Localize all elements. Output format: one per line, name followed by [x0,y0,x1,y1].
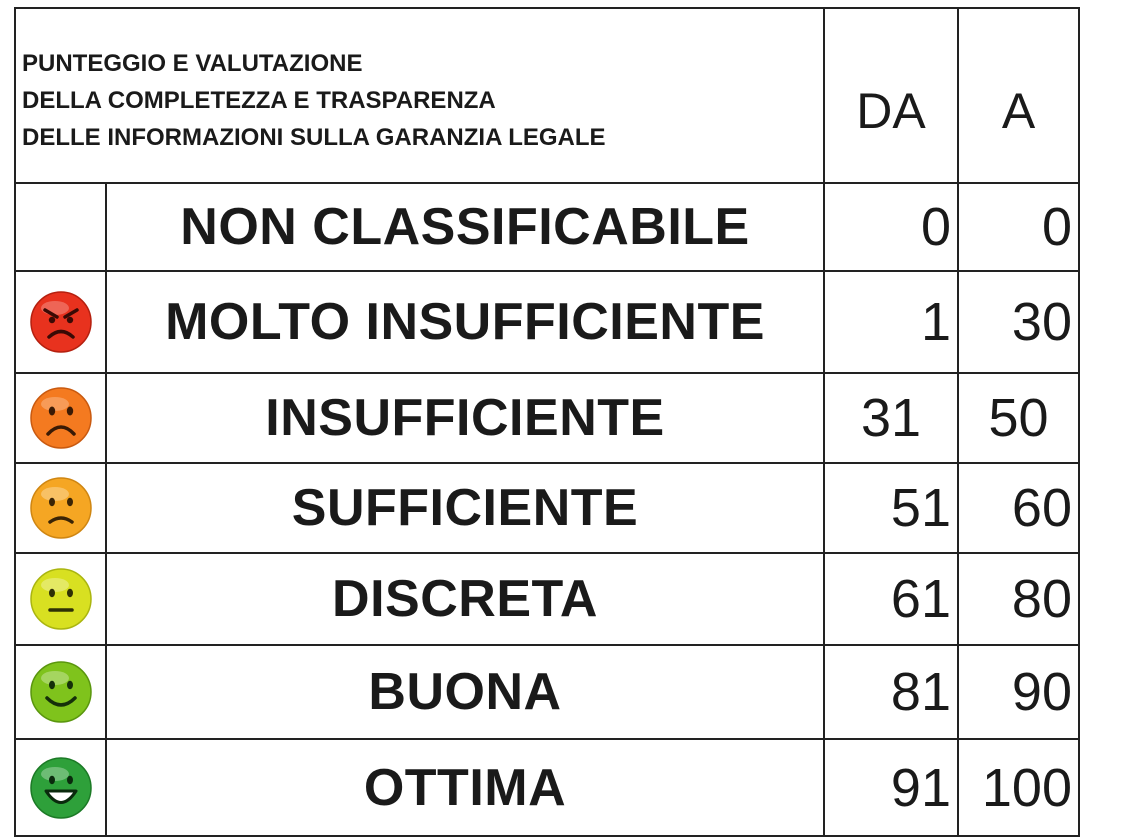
score-to: 30 [958,271,1079,373]
column-header-from: DA [824,8,958,183]
table-row [15,271,1079,373]
slight-frown-face-icon [29,476,93,540]
score-from: 51 [824,463,958,553]
grin-face-icon [29,756,93,820]
header-row [15,8,1079,183]
score-from: 0 [824,183,958,271]
table-row [15,183,1079,271]
frown-face-icon [29,386,93,450]
angry-face-icon [29,290,93,354]
score-to: 60 [958,463,1079,553]
table-row [15,463,1079,553]
table-row [15,373,1079,463]
category-label: NON CLASSIFICABILE [106,183,824,271]
category-label: BUONA [106,645,824,739]
title-line: DELLE INFORMAZIONI SULLA GARANZIA LEGALE [22,124,606,151]
neutral-face-icon [29,567,93,631]
score-to: 90 [958,645,1079,739]
table-title [16,35,823,156]
category-label: OTTIMA [106,739,824,836]
table-row [15,553,1079,645]
smile-face-icon [29,660,93,724]
category-label: SUFFICIENTE [106,463,824,553]
table-row [15,645,1079,739]
title-line: DELLA COMPLETEZZA E TRASPARENZA [22,87,496,114]
title-line: PUNTEGGIO E VALUTAZIONE [22,50,363,77]
header-title-cell [15,8,824,183]
score-to: 0 [958,183,1079,271]
score-to: 80 [958,553,1079,645]
score-to: 100 [958,739,1079,836]
column-header-to: A [958,8,1079,183]
category-label: INSUFFICIENTE [106,373,824,463]
category-label: DISCRETA [106,553,824,645]
score-from: 81 [824,645,958,739]
score-rating-table [14,7,1080,837]
table-row [15,739,1079,836]
score-from: 1 [824,271,958,373]
icon-cell-empty [15,183,106,271]
score-from: 91 [824,739,958,836]
score-from: 61 [824,553,958,645]
score-to: 50 [958,373,1079,463]
score-from: 31 [824,373,958,463]
category-label: MOLTO INSUFFICIENTE [106,271,824,373]
